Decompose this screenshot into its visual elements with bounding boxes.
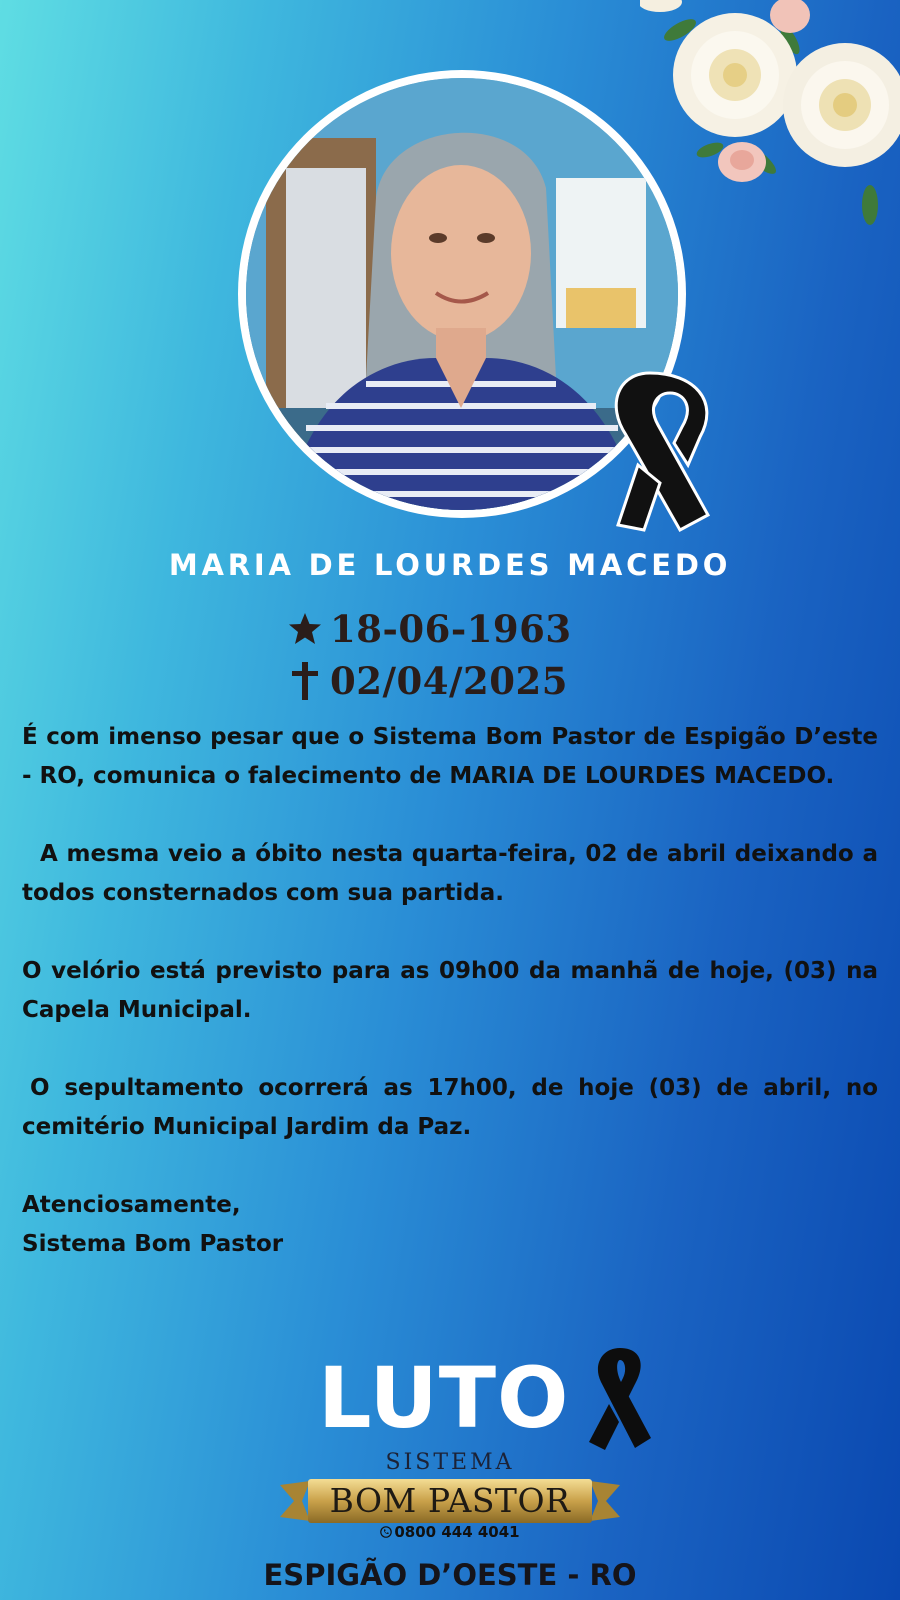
announcement-paragraph-1: É com imenso pesar que o Sistema Bom Pastor de Espigão D’este - RO, comunica o falecimento de MARIA DE LOURDES MACEDO. xyxy=(22,724,878,789)
logo-sistema-text: SISTEMA xyxy=(385,1450,515,1475)
announcement-paragraph-4: O sepultamento ocorrerá as 17h00, de hoje (03) de abril, no cemitério Municipal Jardim da Paz. xyxy=(22,1075,878,1140)
logo-name-text: BOM PASTOR xyxy=(329,1481,571,1520)
phone-icon xyxy=(380,1526,392,1538)
closing-line: Atenciosamente, xyxy=(22,1192,241,1218)
logo-phone-number: 0800 444 4041 xyxy=(394,1523,520,1541)
cross-icon xyxy=(288,661,322,701)
death-date-row xyxy=(288,655,572,707)
birth-date-row xyxy=(288,603,572,655)
birth-date: 18-06-1963 xyxy=(330,607,572,651)
announcement-text xyxy=(22,718,878,1264)
death-date: 02/04/2025 xyxy=(330,659,568,703)
mourning-ribbon-icon xyxy=(587,1346,653,1450)
star-icon xyxy=(288,612,322,646)
announcement-paragraph-2: A mesma veio a óbito nesta quarta-feira, 02 de abril deixando a todos consternados com sua partida. xyxy=(22,841,878,906)
signature-line: Sistema Bom Pastor xyxy=(22,1231,284,1257)
dates-block xyxy=(288,603,572,707)
bom-pastor-logo xyxy=(280,1450,620,1541)
announcement-paragraph-3: O velório está previsto para as 09h00 da manhã de hoje, (03) na Capela Municipal. xyxy=(22,958,878,1023)
deceased-name: MARIA DE LOURDES MACEDO xyxy=(168,548,732,582)
luto-heading: LUTO xyxy=(318,1349,570,1447)
luto-banner xyxy=(318,1346,653,1450)
mourning-ribbon-icon xyxy=(608,365,728,535)
logo-phone xyxy=(280,1523,620,1541)
footer-location: ESPIGÃO D’OESTE - RO xyxy=(263,1558,637,1592)
white-roses-decoration xyxy=(640,0,900,240)
